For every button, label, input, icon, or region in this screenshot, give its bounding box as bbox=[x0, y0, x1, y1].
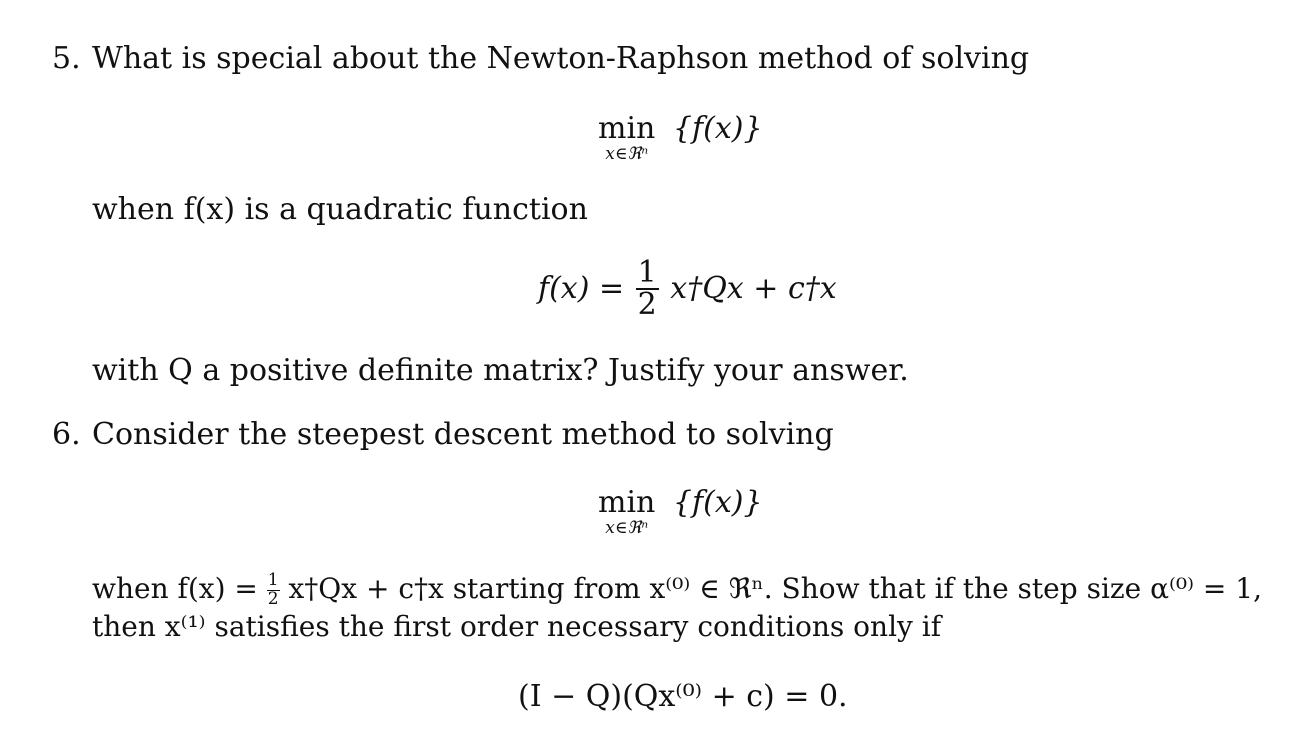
q5-min-subscript: x∈ℜⁿ bbox=[605, 144, 649, 164]
q6-min-operator bbox=[598, 485, 656, 538]
q6-min-equation bbox=[598, 485, 763, 538]
q6-line1-frac-num: 1 bbox=[267, 570, 279, 590]
q6-line1-frac-den: 2 bbox=[267, 588, 279, 609]
q5-func-lhs: f(x) = bbox=[538, 271, 625, 306]
question-6-prompt: Consider the steepest descent method to solving bbox=[92, 417, 834, 452]
q6-line1-part-a: when f(x) = bbox=[92, 571, 258, 605]
q5-func-rhs: x†Qx + c†x bbox=[670, 271, 837, 306]
q5-function-equation bbox=[538, 255, 837, 322]
q5-min-expression: {f(x)} bbox=[672, 111, 763, 146]
q6-line1-part-b: x†Qx + c†x starting from x⁽⁰⁾ ∈ ℜⁿ. Show that if the step size α⁽⁰⁾ = 1, bbox=[288, 571, 1262, 605]
q5-with-text: with Q a positive definite matrix? Justify your answer. bbox=[92, 353, 909, 388]
q5-frac-num: 1 bbox=[637, 255, 657, 290]
question-6-number: 6. bbox=[52, 417, 81, 452]
q5-min-equation bbox=[598, 111, 763, 164]
q6-line1-fraction bbox=[267, 572, 280, 609]
q6-min-expression: {f(x)} bbox=[672, 485, 763, 520]
question-5-prompt: What is special about the Newton-Raphson method of solving bbox=[92, 41, 1030, 76]
q6-min-subscript: x∈ℜⁿ bbox=[605, 518, 649, 538]
q6-line-1 bbox=[92, 572, 1262, 609]
q5-min-op-text: min bbox=[598, 111, 656, 146]
q6-line-2: then x⁽¹⁾ satisfies the first order necessary conditions only if bbox=[92, 610, 942, 643]
q6-final-equation: (I − Q)(Qx⁽⁰⁾ + c) = 0. bbox=[518, 679, 848, 714]
q5-min-operator bbox=[598, 111, 656, 164]
q5-fraction bbox=[636, 255, 659, 322]
q5-when-text: when f(x) is a quadratic function bbox=[92, 192, 588, 227]
question-5-number: 5. bbox=[52, 41, 81, 76]
q6-min-op-text: min bbox=[598, 485, 656, 520]
q5-frac-den: 2 bbox=[637, 287, 657, 322]
